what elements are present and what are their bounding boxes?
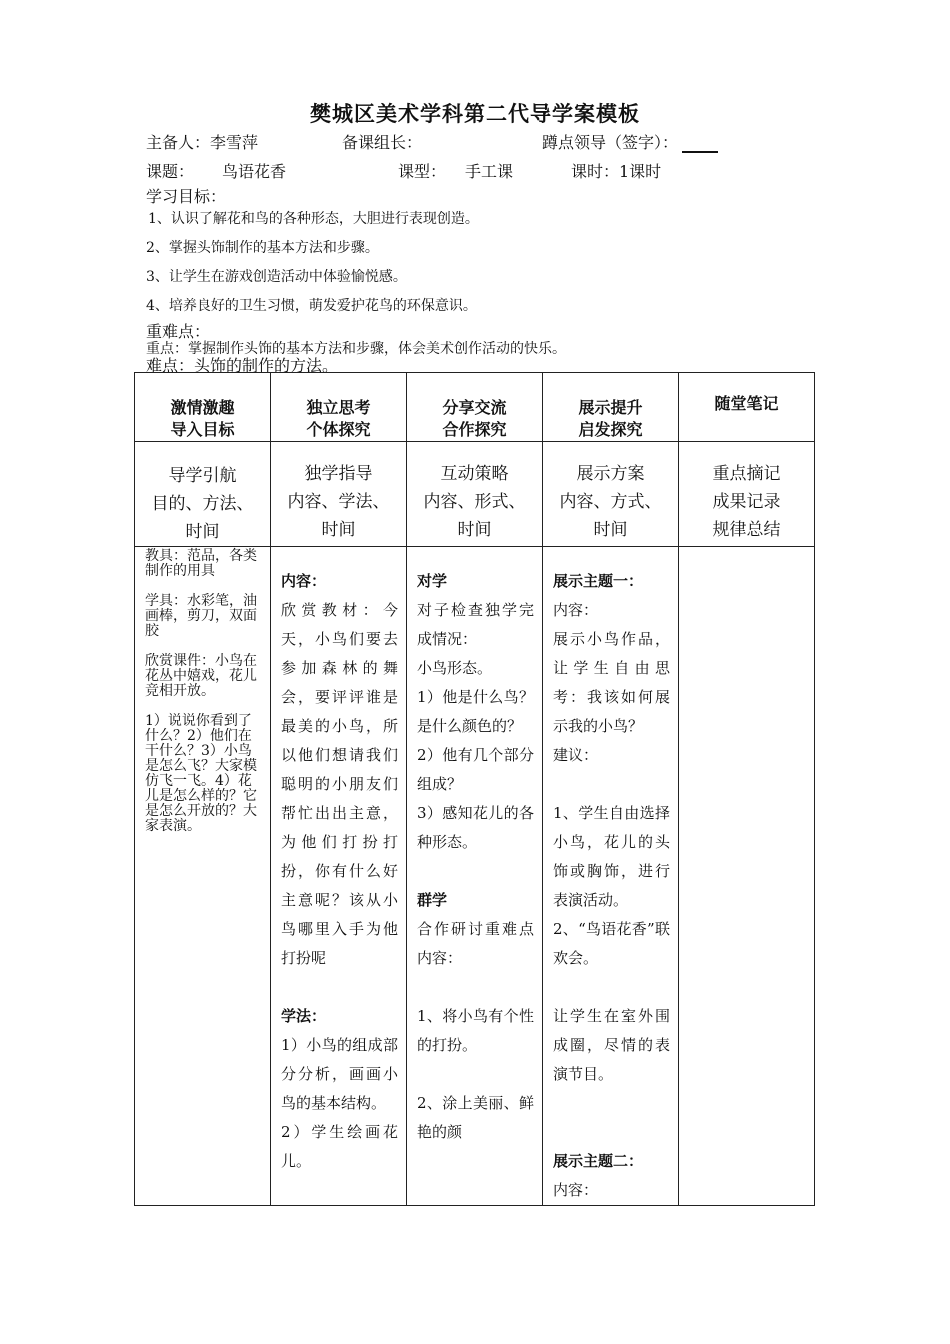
topic-value: 鸟语花香 bbox=[222, 162, 287, 181]
cooperative-cell bbox=[407, 547, 543, 1206]
objective-4: 4、培养良好的卫生习惯，萌发爱护花鸟的环保意识。 bbox=[146, 298, 477, 314]
header-cell: 激情激趣 导入目标 bbox=[135, 373, 271, 442]
keypoints-title: 重难点： bbox=[146, 322, 211, 341]
pair-item: 3）感知花儿的各种形态。 bbox=[417, 804, 534, 851]
difficulty: 难点：头饰的制作的方法。 bbox=[146, 356, 339, 375]
suggest-item: 2、“鸟语花香”联欢会。 bbox=[553, 920, 670, 967]
objective-2: 2、掌握头饰制作的基本方法和步骤。 bbox=[146, 240, 379, 256]
subheader-cell: 导学引航 目的、方法、 时间 bbox=[135, 442, 271, 547]
content-label: 内容： bbox=[553, 601, 599, 619]
pair-item: 2）他有几个部分组成？ bbox=[417, 746, 534, 793]
signature-blank bbox=[682, 139, 718, 153]
pair-text: 对子检查独学完成情况： bbox=[417, 601, 534, 648]
preparer: 主备人：李雪萍 bbox=[146, 133, 259, 152]
student-tools: 学具：水彩笔，油画棒，剪刀，双面胶 bbox=[145, 593, 257, 639]
type-label: 课型： bbox=[398, 162, 447, 181]
subheader-cell: 重点摘记 成果记录 规律总结 bbox=[679, 442, 815, 547]
subheader-cell: 展示方案 内容、方式、 时间 bbox=[543, 442, 679, 547]
subheader-cell: 互动策略 内容、形式、 时间 bbox=[407, 442, 543, 547]
pair-item: 小鸟形态。 bbox=[417, 659, 493, 677]
objective-1: 1、认识了解花和鸟的各种形态，大胆进行表现创造。 bbox=[148, 211, 479, 227]
presentation-cell bbox=[543, 547, 679, 1206]
group-item: 1、将小鸟有个性的打扮。 bbox=[417, 1007, 534, 1054]
subheader-cell: 独学指导 内容、学法、 时间 bbox=[271, 442, 407, 547]
pair-label: 对学 bbox=[417, 572, 448, 590]
content-text: 展示小鸟作品，让学生自由思考：我该如何展示我的小鸟？ bbox=[553, 630, 670, 735]
lesson-plan-table bbox=[134, 372, 815, 1206]
method-2: 2）学生绘画花儿。 bbox=[281, 1123, 398, 1170]
teaching-tools: 教具：范品，各类制作的用具 bbox=[145, 548, 257, 579]
table-subheader-row bbox=[135, 442, 815, 547]
supervisor-signature bbox=[542, 130, 718, 153]
intro-cell bbox=[135, 547, 271, 1206]
outdoor-note: 让学生在室外围成圈，尽情的表演节目。 bbox=[553, 1007, 670, 1083]
header-cell: 分享交流 合作探究 bbox=[407, 373, 543, 442]
method-1: 1）小鸟的组成部分分析，画画小鸟的基本结构。 bbox=[281, 1036, 398, 1112]
theme-2-label: 展示主题二： bbox=[553, 1152, 644, 1170]
objectives-title: 学习目标： bbox=[146, 187, 227, 206]
header-cell: 随堂笔记 bbox=[679, 373, 815, 442]
type-value: 手工课 bbox=[465, 162, 514, 181]
objective-3: 3、让学生在游戏创造活动中体验愉悦感。 bbox=[146, 269, 407, 285]
header-cell: 展示提升 启发探究 bbox=[543, 373, 679, 442]
topic-label: 课题： bbox=[146, 162, 195, 181]
theme-1-label: 展示主题一： bbox=[553, 572, 644, 590]
pair-item: 1）他是什么鸟？是什么颜色的？ bbox=[417, 688, 534, 735]
header-cell: 独立思考 个体探究 bbox=[271, 373, 407, 442]
independent-cell bbox=[271, 547, 407, 1206]
document-title: 樊城区美术学科第二代导学案模板 bbox=[310, 101, 640, 126]
key-point: 重点：掌握制作头饰的基本方法和步骤，体会美术创作活动的快乐。 bbox=[146, 341, 566, 357]
table-body-row bbox=[135, 547, 815, 1206]
group-label: 群学 bbox=[417, 891, 448, 909]
courseware: 欣赏课件：小鸟在花丛中嬉戏，花儿竞相开放。 bbox=[145, 653, 257, 699]
group-text: 合作研讨重难点内容： bbox=[417, 920, 534, 967]
suggest-item: 1、学生自由选择小鸟，花儿的头饰或胸饰，进行表演活动。 bbox=[553, 804, 670, 909]
notes-cell bbox=[679, 547, 815, 1206]
supervisor-label: 蹲点领导（签字）： bbox=[542, 133, 679, 152]
method-label: 学法： bbox=[281, 1007, 327, 1025]
intro-questions: 1）说说你看到了什么？2）他们在干什么？3）小鸟是怎么飞？大家模仿飞一飞。4）花儿是怎么样的？它是怎么开放的？大家表演。 bbox=[145, 713, 257, 834]
content-text: 欣赏教材：今天，小鸟们要去参加森林的舞会，要评评谁是最美的小鸟，所以他们想请我们聪明的小朋友们帮忙出出主意，为他们打扮打扮，你有什么好主意呢？该从小鸟哪里入手为他打扮呢 bbox=[281, 601, 398, 967]
table-header-row bbox=[135, 373, 815, 442]
lesson-hours: 课时：1课时 bbox=[571, 162, 662, 181]
content-label: 内容： bbox=[281, 572, 327, 590]
group-item: 2、涂上美丽、鲜艳的颜 bbox=[417, 1094, 534, 1141]
content-2-label: 内容： bbox=[553, 1181, 599, 1199]
suggest-label: 建议： bbox=[553, 746, 599, 764]
group-leader: 备课组长： bbox=[342, 133, 423, 152]
